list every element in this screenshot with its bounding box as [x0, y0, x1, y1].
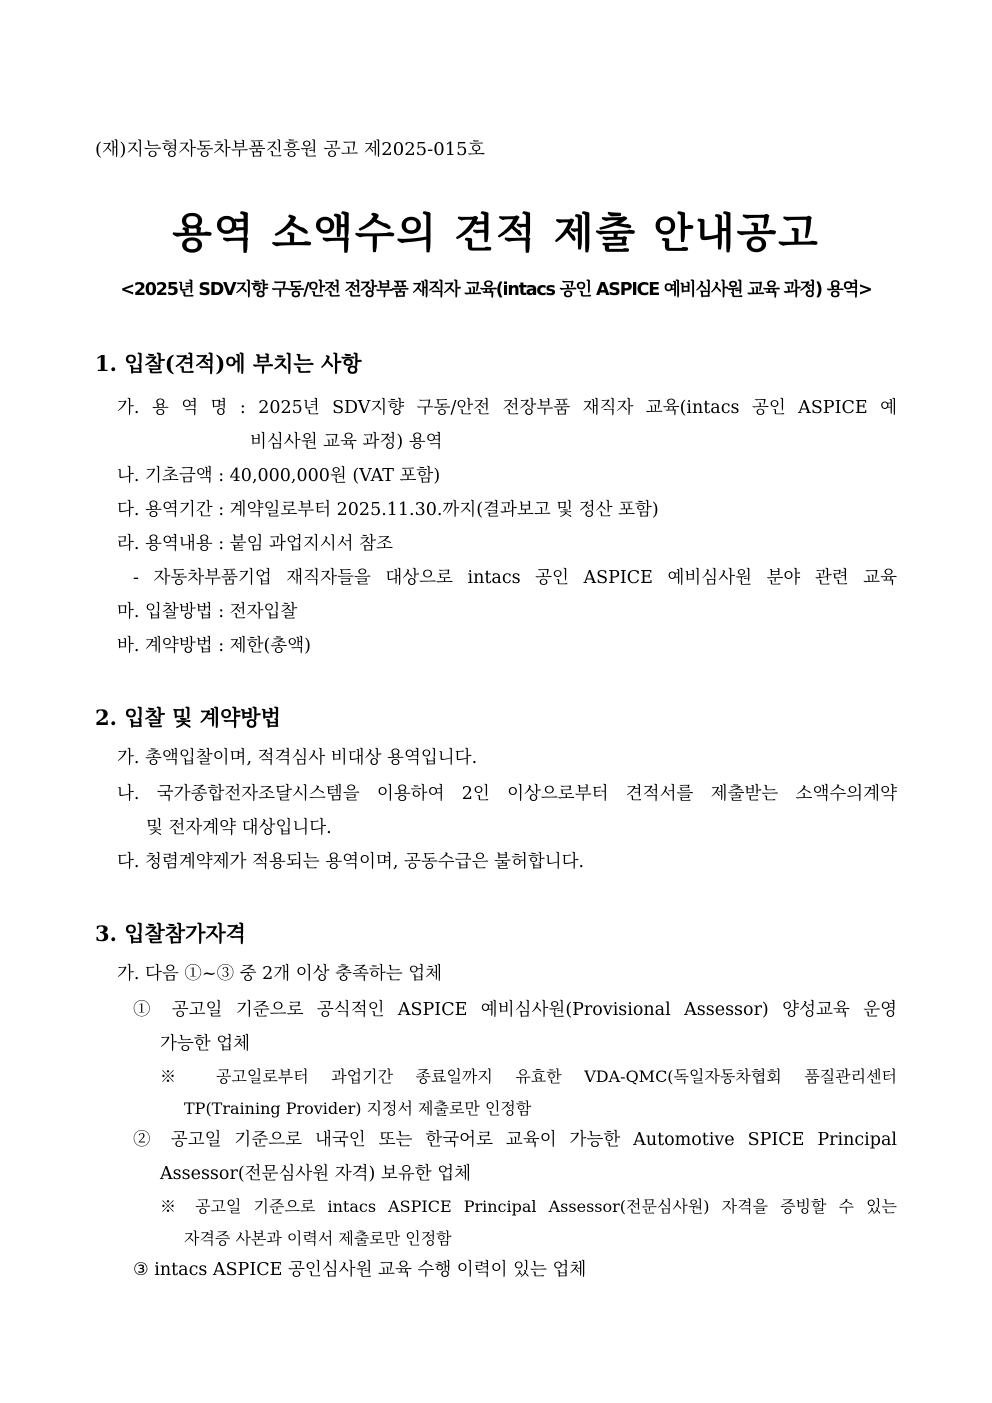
bidding-method: 마. 입찰방법 : 전자입찰 — [117, 602, 298, 622]
service-period: 다. 용역기간 : 계약일로부터 2025.11.30.까지(결과보고 및 정산 포함) — [117, 500, 659, 520]
criterion-2-note-line-2: 자격증 사본과 이력서 제출로만 인정함 — [184, 1229, 452, 1248]
criterion-1-line-1: ① 공고일 기준으로 공식적인 ASPICE 예비심사원(Provisional Assessor) 양성교육 운영 — [133, 1000, 897, 1020]
page-title: 용역 소액수의 견적 제출 안내공고 — [172, 209, 820, 257]
section-3-heading: 3. 입찰참가자격 — [95, 921, 246, 946]
criterion-1-line-2: 가능한 업체 — [160, 1034, 251, 1054]
service-content-detail: - 자동차부품기업 재직자들을 대상으로 intacs 공인 ASPICE 예비심사원 분야 관련 교육 — [133, 568, 897, 588]
criterion-2-line-2: Assessor(전문심사원 자격) 보유한 업체 — [160, 1164, 472, 1184]
section-2-item-2-line-1: 나. 국가종합전자조달시스템을 이용하여 2인 이상으로부터 견적서를 제출받는 소액수의계약 — [117, 784, 897, 804]
notice-number: (재)지능형자동차부품진흥원 공고 제2025-015호 — [95, 139, 485, 160]
criterion-2-note-line-1: ※ 공고일 기준으로 intacs ASPICE Principal Assessor(전문심사원) 자격을 증빙할 수 있는 — [160, 1197, 897, 1216]
section-2-item-1: 가. 총액입찰이며, 적격심사 비대상 용역입니다. — [117, 748, 478, 768]
criterion-3: ③ intacs ASPICE 공인심사원 교육 수행 이력이 있는 업체 — [133, 1260, 587, 1280]
contract-method: 바. 계약방법 : 제한(총액) — [117, 636, 311, 656]
service-content: 라. 용역내용 : 붙임 과업지시서 참조 — [117, 534, 393, 554]
section-2-item-2-line-2: 및 전자계약 대상입니다. — [146, 818, 332, 838]
criterion-2-line-1: ② 공고일 기준으로 내국인 또는 한국어로 교육이 가능한 Automotive SPICE Principal — [133, 1130, 897, 1150]
criterion-1-note-line-2: TP(Training Provider) 지정서 제출로만 인정함 — [184, 1099, 532, 1118]
base-amount: 나. 기초금액 : 40,000,000원 (VAT 포함) — [117, 466, 441, 486]
service-name-line-1: 가. 용 역 명 : 2025년 SDV지향 구동/안전 전장부품 재직자 교육(intacs 공인 ASPICE 예 — [117, 398, 897, 418]
section-2-heading: 2. 입찰 및 계약방법 — [95, 705, 281, 730]
section-1-heading: 1. 입찰(견적)에 부치는 사항 — [95, 351, 362, 376]
section-2-item-3: 다. 청렴계약제가 적용되는 용역이며, 공동수급은 불허합니다. — [117, 852, 585, 872]
service-name-line-2: 비심사원 교육 과정) 용역 — [250, 432, 443, 452]
section-3-item-ga: 가. 다음 ①~③ 중 2개 이상 충족하는 업체 — [117, 964, 443, 984]
page-subtitle: <2025년 SDV지향 구동/안전 전장부품 재직자 교육(intacs 공인 ASPICE 예비심사원 교육 과정) 용역> — [120, 280, 872, 300]
criterion-1-note-line-1: ※ 공고일로부터 과업기간 종료일까지 유효한 VDA-QMC(독일자동차협회 품질관리센터 — [160, 1067, 897, 1086]
